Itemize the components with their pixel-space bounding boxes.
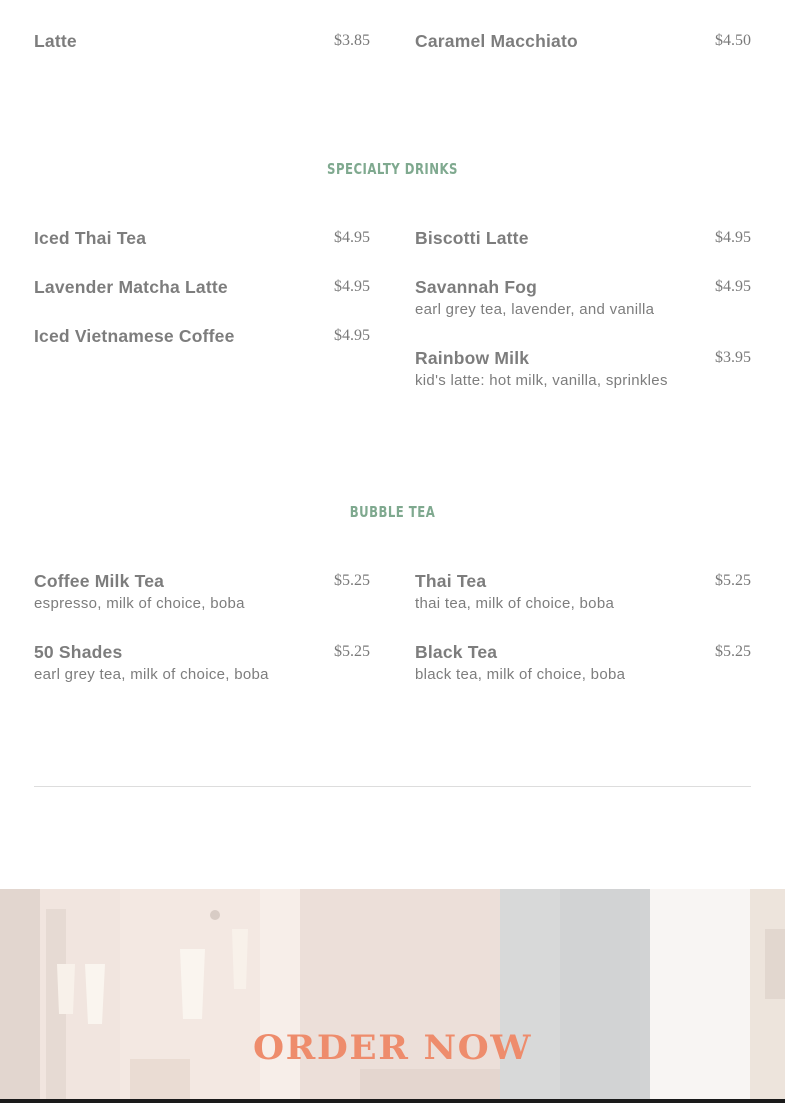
menu-item-description: black tea, milk of choice, boba <box>415 666 626 683</box>
menu-item-price: $3.95 <box>715 349 751 366</box>
menu-item-price: $5.25 <box>715 643 751 660</box>
menu-item-name: Iced Thai Tea <box>34 228 147 248</box>
menu-item-description: espresso, milk of choice, boba <box>34 595 245 612</box>
menu-item-name: 50 Shades <box>34 642 123 662</box>
menu-item-description: earl grey tea, milk of choice, boba <box>34 666 269 683</box>
menu-item <box>34 641 370 684</box>
coffee-right-column <box>415 30 751 52</box>
menu-item-price: $4.95 <box>715 229 751 246</box>
menu-item-name: Latte <box>34 31 77 51</box>
specialty-left-column <box>34 227 370 347</box>
bubble-left-column <box>34 570 370 684</box>
menu-item <box>415 641 751 684</box>
menu-item-price: $4.95 <box>334 327 370 344</box>
menu-item-price: $5.25 <box>715 572 751 589</box>
menu-item-description: earl grey tea, lavender, and vanilla <box>415 301 655 318</box>
menu-item <box>34 30 370 52</box>
menu-item-description: thai tea, milk of choice, boba <box>415 595 615 612</box>
menu-item-name: Rainbow Milk <box>415 348 530 368</box>
menu-item <box>34 570 370 613</box>
menu-item-name: Caramel Macchiato <box>415 31 578 51</box>
menu-item <box>415 347 751 390</box>
cut-off-menu-row <box>0 0 785 6</box>
menu-item-price: $5.25 <box>334 572 370 589</box>
menu-item-name: Biscotti Latte <box>415 228 529 248</box>
order-now-banner <box>0 889 785 1103</box>
menu-item <box>415 227 751 249</box>
menu-item-price: $4.95 <box>334 278 370 295</box>
section-title-specialty: SPECIALTY DRINKS <box>327 160 458 178</box>
menu-item-description: kid's latte: hot milk, vanilla, sprinkles <box>415 372 668 389</box>
menu-item-name: Lavender Matcha Latte <box>34 277 228 297</box>
section-title-bubble-tea: BUBBLE TEA <box>349 503 436 521</box>
bubble-right-column <box>415 570 751 684</box>
menu-item-price: $3.85 <box>334 32 370 49</box>
section-divider <box>34 786 751 787</box>
menu-item-name: Coffee Milk Tea <box>34 571 165 591</box>
coffee-left-column <box>34 30 370 52</box>
banner-bottom-edge <box>0 1099 785 1103</box>
menu-item-price: $4.50 <box>715 32 751 49</box>
menu-item-price: $5.25 <box>334 643 370 660</box>
menu-item-price: $4.95 <box>334 229 370 246</box>
menu-item-name: Black Tea <box>415 642 498 662</box>
menu-item <box>415 30 751 52</box>
menu-item-name: Thai Tea <box>415 571 487 591</box>
menu-item <box>415 276 751 319</box>
menu-item <box>415 570 751 613</box>
menu-item-price: $4.95 <box>715 278 751 295</box>
menu-item-name: Iced Vietnamese Coffee <box>34 326 235 346</box>
cafe-interior-photo <box>0 889 785 1103</box>
menu-item <box>34 227 370 249</box>
menu-item <box>34 276 370 298</box>
order-now-button[interactable]: ORDER NOW <box>252 1028 533 1068</box>
specialty-right-column <box>415 227 751 390</box>
menu-item <box>34 325 370 347</box>
menu-item-name: Savannah Fog <box>415 277 538 297</box>
